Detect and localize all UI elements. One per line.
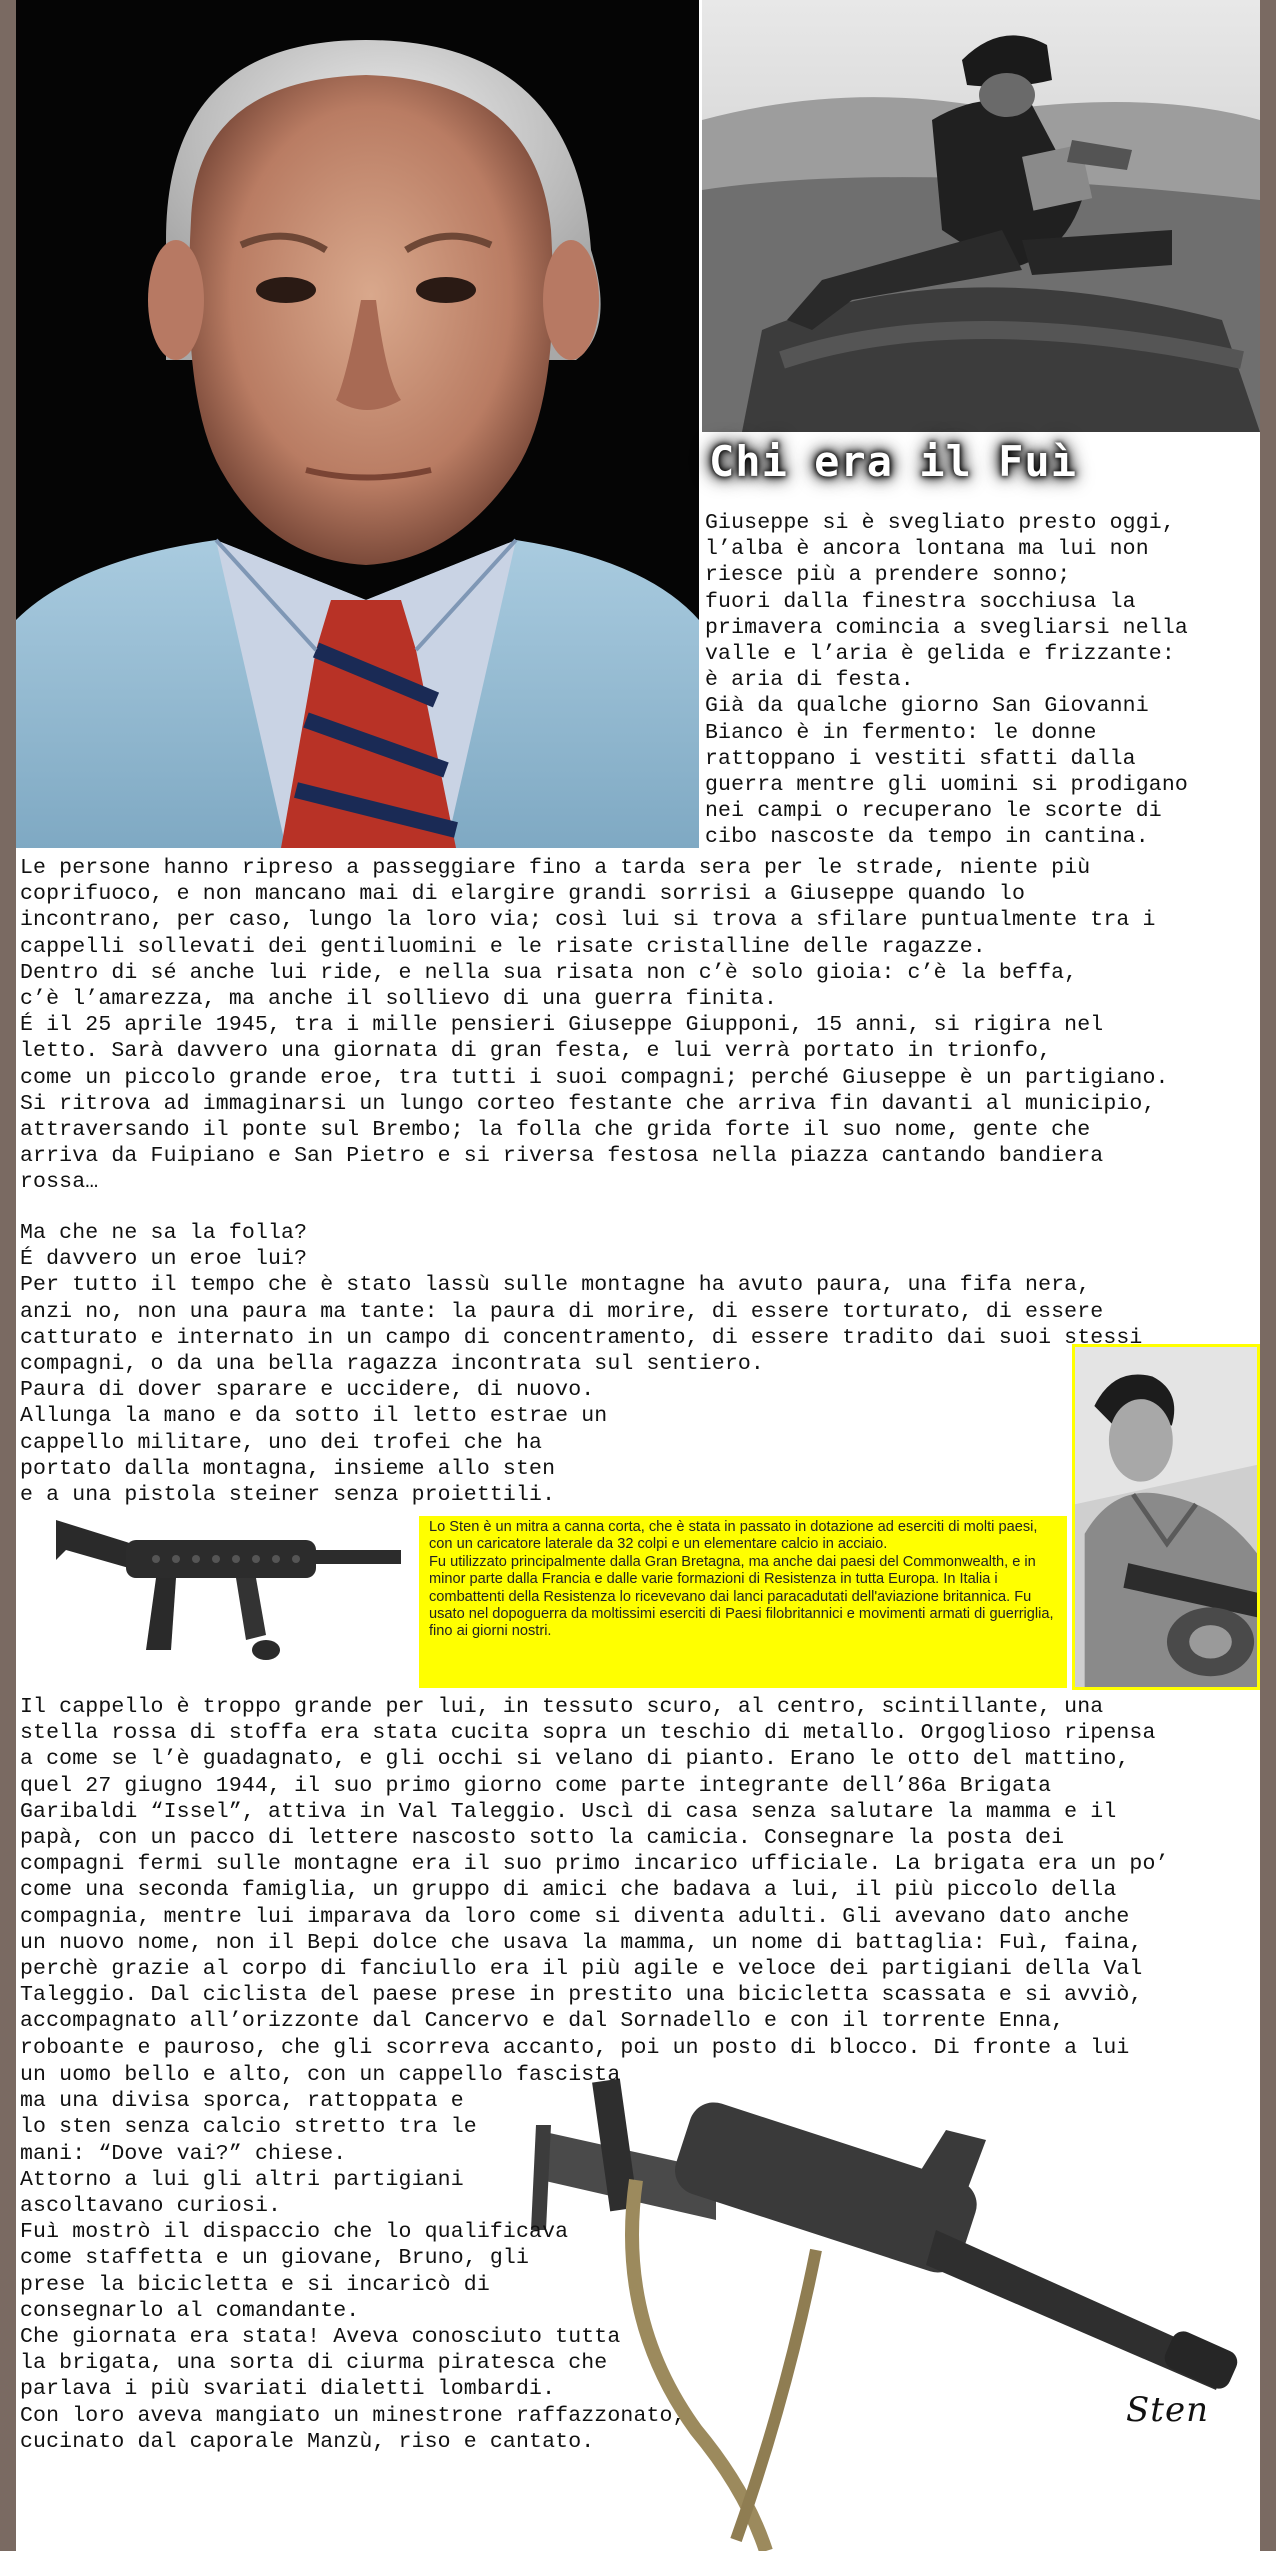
- sten-info-text-2: Fu utilizzato principalmente dalla Gran Bretagna, ma anche dai paesi del Commonwealth, e in minor parte dalla Francia e dalle varie formazioni di Resistenza in tutta Europa. In Italia i combattenti della Resistenza lo ricevevano dai lanci paracadutati dell'aviazione britannica. Fu usato nel dopoguerra da moltissimi eserciti di Paesi filobritannici e movimenti armati di guerriglia, fino ai giorni nostri.: [429, 1553, 1054, 1640]
- intro-paragraph: Giuseppe si è svegliato presto oggi, l’alba è ancora lontana ma lui non riesce più a prendere sonno; fuori dalla finestra socchiusa la primavera comincia a svegliarsi nella valle e l’aria è gelida e frizzante: è aria di festa. Già da qualche giorno San Giovanni Bianco è in fermento: le donne rattoppano i vestiti sfatti dalla guerra mentre gli uomini si prodigano nei campi o recuperano le scorte di cibo nascoste da tempo in cantina.: [705, 511, 1188, 850]
- gun-caption: Sten: [1126, 2390, 1209, 2430]
- paragraph-4: un uomo bello e alto, con un cappello fascista ma una divisa sporca, rattoppata e lo sten senza calcio stretto tra le mani: “Dove vai?” chiese. Attorno a lui gli altri partigiani ascoltavano curiosi. Fuì mostrò il dispaccio che lo qualificava come staffetta e un giovane, Bruno, gli prese la bicicletta e si incaricò di consegnarlo al comandante. Che giornata era stata! Aveva conosciuto tutta la brigata, una sorta di ciurma piratesca che parlava i più svariati dialetti lombardi. Con loro aveva mangiato un minestrone raffazzonato, cucinato dal caporale Manzù, riso e cantato.: [20, 2063, 686, 2454]
- paragraph-2: Ma che ne sa la folla? É davvero un eroe lui? Per tutto il tempo che è stato lassù sulle montagne ha avuto paura, una fifa nera, anzi no, non una paura ma tante: la paura di morire, di essere torturato, di essere catturato e internato in un campo di concentramento, di essere tradito dai suoi stessi compagni, o da una bella ragazza incontrata sul sentiero. Paura di dover sparare e uccidere, di nuovo. Allunga la mano e da sotto il letto estrae un cappello militare, uno dei trofei che ha portato dalla montagna, insieme allo sten e a una pistola steiner senza proiettili.: [20, 1221, 1143, 1508]
- article-title: Chi era il Fuì: [709, 437, 1078, 486]
- sten-gun-small-photo: [36, 1500, 416, 1680]
- soldier-eating-photo: [702, 0, 1260, 432]
- sten-info-box: [419, 1516, 1067, 1688]
- portrait-photo: [16, 0, 699, 848]
- article-page: [16, 0, 1260, 2551]
- paragraph-1: Le persone hanno ripreso a passeggiare fino a tarda sera per le strade, niente più coprifuoco, e non mancano mai di elargire grandi sorrisi a Giuseppe quando lo incontrano, per caso, lungo la loro via; così lui si trova a sfilare puntualmente tra i cappelli sollevati dei gentiluomini e le risate cristalline delle ragazze. Dentro di sé anche lui ride, e nella sua risata non c’è solo gioia: c’è la beffa, c’è l’amarezza, ma anche il sollievo di una guerra finita. É il 25 aprile 1945, tra i mille pensieri Giuseppe Giupponi, 15 anni, si rigira nel letto. Sarà davvero una giornata di gran festa, e lui verrà portato in trionfo, come un piccolo grande eroe, tra tutti i suoi compagni; perché Giuseppe è un partigiano. Si ritrova ad immaginarsi un lungo corteo festante che arriva fin davanti al municipio, attraversando il ponte sul Brembo; la folla che grida forte il suo nome, gente che arriva da Fuipiano e San Pietro e si riversa festosa nella piazza cantando bandiera rossa…: [20, 856, 1169, 1195]
- sten-info-text-1: Lo Sten è un mitra a canna corta, che è stata in passato in dotazione ad eserciti di molti paesi, con un caricatore laterale da 32 colpi e un elementare calcio in acciaio.: [429, 1519, 1038, 1553]
- paragraph-3: Il cappello è troppo grande per lui, in tessuto scuro, al centro, scintillante, una stella rossa di stoffa era stata cucita sopra un teschio di metallo. Orgoglioso ripensa a come se l’è guadagnato, e gli occhi si velano di pianto. Erano le otto del mattino, quel 27 giugno 1944, il suo primo giorno come parte integrante dell’86a Brigata Garibaldi “Issel”, attiva in Val Taleggio. Uscì di casa senza salutare la mamma e il papà, con un pacco di lettere nascosto sotto la camicia. Consegnare la posta dei compagni fermi sulle montagne era il suo primo incarico ufficiale. La brigata era un po’ come una seconda famiglia, un gruppo di amici che badava a lui, il più piccolo della compagnia, mentre lui imparava da loro come si diventa adulti. Gli avevano dato anche un nuovo nome, non il Bepi dolce che usava la mamma, un nome di battaglia: Fuì, faina, perchè grazie al corpo di fanciullo era il più agile e veloce dei partigiani della Val Taleggio. Dal ciclista del paese prese in prestito una bicicletta scassata e si avviò, accompagnato all’orizzonte dal Cancervo e dal Sornadello e con il torrente Enna, roboante e pauroso, che gli scorreva accanto, poi un posto di blocco. Di fronte a lui: [20, 1695, 1169, 2060]
